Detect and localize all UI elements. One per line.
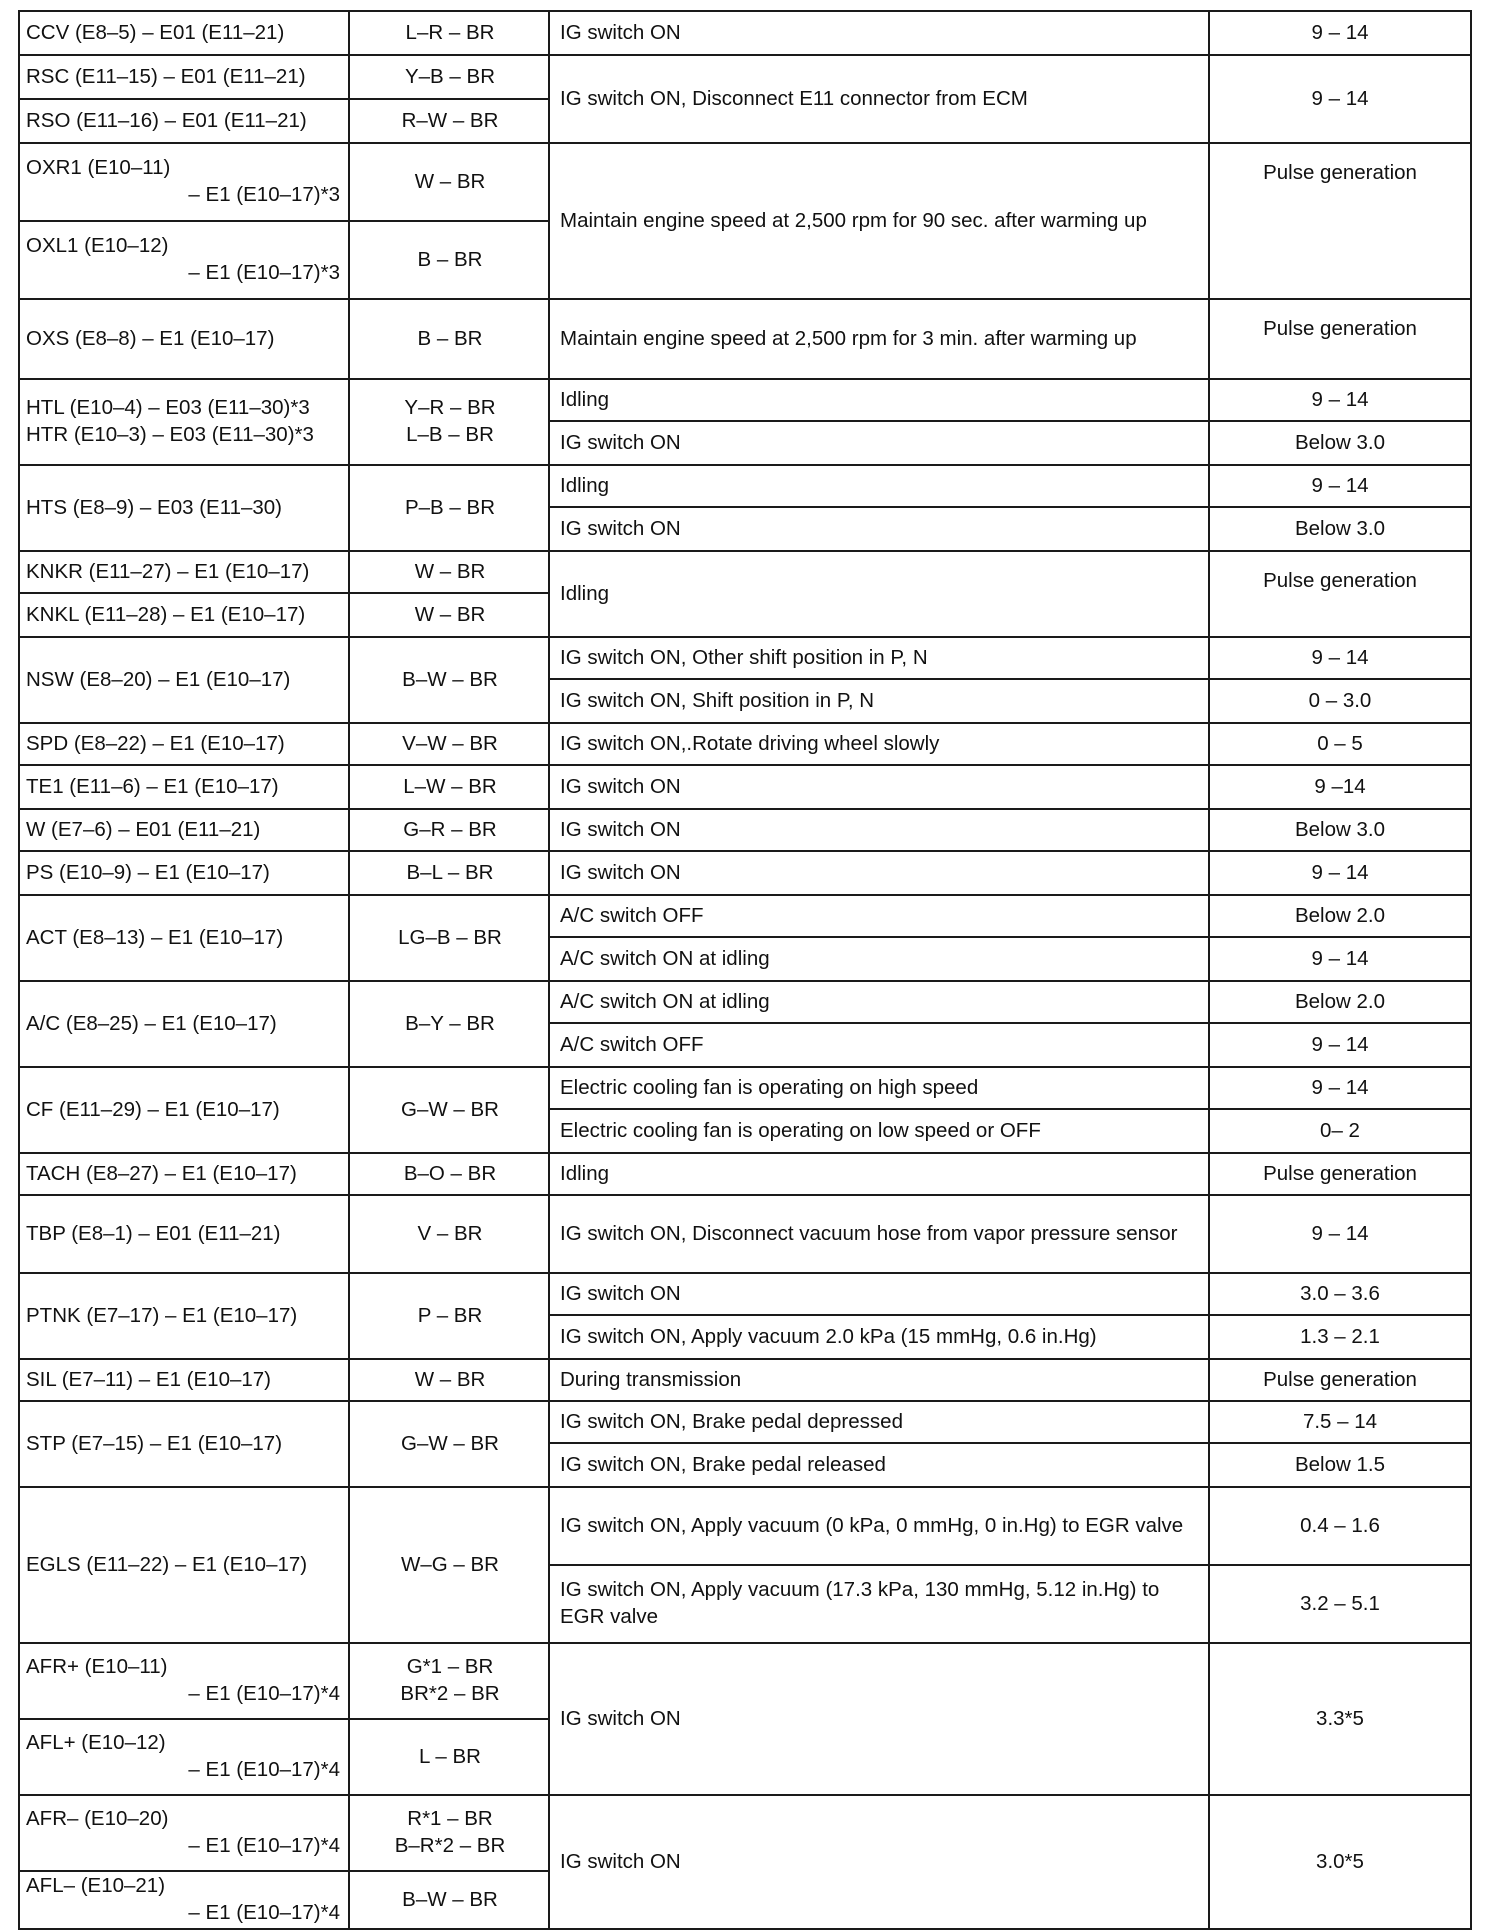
r4-spec	[1208, 142, 1472, 300]
r22-wire	[348, 1358, 552, 1402]
r21-terminal	[18, 1272, 352, 1360]
cell-text: PS (E10–9) – E1 (E10–17)	[26, 860, 270, 884]
r28-terminal	[18, 1870, 352, 1930]
cell-text: IG switch ON, Brake pedal released	[560, 1452, 886, 1476]
r25-terminal	[18, 1642, 352, 1720]
cell-text: P–B – BR	[404, 495, 496, 519]
cell-text: R–W – BR	[401, 108, 499, 132]
r1-cond	[548, 10, 1212, 56]
cell-text: B–W – BR	[402, 667, 498, 691]
r11-cond-b	[548, 678, 1212, 724]
r7-wire	[348, 378, 552, 466]
cell-text: Idling	[560, 387, 610, 411]
r8-cond-b	[548, 506, 1212, 552]
cell-text: OXS (E8–8) – E1 (E10–17)	[26, 326, 275, 350]
cell-text: IG switch ON, Apply vacuum 2.0 kPa (15 mmHg, 0.6 in.Hg)	[560, 1324, 1097, 1348]
cell-text: OXR1 (E10–11)	[26, 156, 171, 180]
cell-text: AFR+ (E10–11)	[26, 1655, 168, 1679]
cell-text: 9 – 14	[1311, 1032, 1369, 1056]
r17-wire	[348, 980, 552, 1068]
r20-cond	[548, 1194, 1212, 1274]
r22-cond	[548, 1358, 1212, 1402]
cell-text: 0– 2	[1320, 1118, 1360, 1142]
cell-text: AFL– (E10–21)	[26, 1874, 166, 1898]
r10-wire	[348, 592, 552, 638]
r19-spec	[1208, 1152, 1472, 1196]
cell-text: A/C switch OFF	[560, 903, 704, 927]
cell-text: 7.5 – 14	[1302, 1409, 1378, 1433]
r7-cond-a	[548, 378, 1212, 422]
r26-terminal	[18, 1718, 352, 1796]
r13-spec	[1208, 764, 1472, 810]
cell-text: Maintain engine speed at 2,500 rpm for 90 sec. after warming up	[560, 208, 1147, 232]
cell-text: – E1 (E10–17)*3	[188, 183, 340, 206]
cell-text: B–L – BR	[406, 860, 494, 884]
cell-text: BR*2 – BR	[400, 1682, 500, 1705]
cell-text: 9 – 14	[1311, 20, 1369, 44]
cell-text: V – BR	[417, 1221, 483, 1245]
r16-cond-b	[548, 936, 1212, 982]
r4-terminal	[18, 142, 352, 222]
cell-text: L–R – BR	[405, 20, 495, 44]
r2-wire	[348, 54, 552, 100]
r16-wire	[348, 894, 552, 982]
cell-text: R*1 – BR	[407, 1807, 493, 1831]
cell-text: Electric cooling fan is operating on low speed or OFF	[560, 1118, 1041, 1142]
r17-terminal	[18, 980, 352, 1068]
cell-text: 0.4 – 1.6	[1300, 1513, 1380, 1537]
cell-text: CF (E11–29) – E1 (E10–17)	[26, 1097, 280, 1121]
cell-text: Idling	[560, 473, 610, 497]
cell-text: IG switch ON	[560, 20, 681, 44]
cell-text: IG switch ON	[560, 430, 681, 454]
r20-terminal	[18, 1194, 352, 1274]
r12-terminal	[18, 722, 352, 766]
r1-wire	[348, 10, 552, 56]
cell-text: 3.2 – 5.1	[1300, 1591, 1380, 1615]
r16-spec-a	[1208, 894, 1472, 938]
r2-terminal	[18, 54, 352, 100]
cell-text: LG–B – BR	[398, 925, 502, 949]
r23-spec-b	[1208, 1442, 1472, 1488]
r11-wire	[348, 636, 552, 724]
r13-wire	[348, 764, 552, 810]
r9-wire	[348, 550, 552, 594]
cell-text: Electric cooling fan is operating on high speed	[560, 1075, 979, 1099]
r27-spec	[1208, 1794, 1472, 1930]
r8-cond-a	[548, 464, 1212, 508]
cell-text: PTNK (E7–17) – E1 (E10–17)	[26, 1303, 298, 1327]
cell-text: IG switch ON	[560, 1849, 681, 1873]
r18-spec-a	[1208, 1066, 1472, 1110]
cell-text: KNKR (E11–27) – E1 (E10–17)	[26, 559, 310, 583]
cell-text: Below 2.0	[1294, 989, 1386, 1013]
r1-spec	[1208, 10, 1472, 56]
r23-spec-a	[1208, 1400, 1472, 1444]
r21-wire	[348, 1272, 552, 1360]
r23-wire	[348, 1400, 552, 1488]
cell-text: TE1 (E11–6) – E1 (E10–17)	[26, 774, 279, 798]
cell-text: CCV (E8–5) – E01 (E11–21)	[26, 20, 285, 44]
cell-text: 0 – 3.0	[1308, 688, 1372, 712]
r26-wire	[348, 1718, 552, 1796]
r16-cond-a	[548, 894, 1212, 938]
cell-text: AFR– (E10–20)	[26, 1807, 169, 1831]
cell-text: 9 – 14	[1311, 86, 1369, 110]
r27-wire	[348, 1794, 552, 1872]
r11-spec-a	[1208, 636, 1472, 680]
cell-text: Pulse generation	[1263, 317, 1417, 340]
r11-cond-a	[548, 636, 1212, 680]
cell-text: W (E7–6) – E01 (E11–21)	[26, 817, 261, 841]
cell-text: Below 2.0	[1294, 903, 1386, 927]
r5-wire	[348, 220, 552, 300]
r6-spec	[1208, 298, 1472, 380]
cell-text: V–W – BR	[402, 731, 498, 755]
r14-cond	[548, 808, 1212, 852]
r15-wire	[348, 850, 552, 896]
r24-spec-b	[1208, 1564, 1472, 1644]
cell-text: 3.0*5	[1316, 1849, 1364, 1873]
cell-text: OXL1 (E10–12)	[26, 234, 169, 258]
cell-text: Pulse generation	[1263, 1161, 1417, 1185]
cell-text: W – BR	[414, 169, 486, 193]
r6-terminal	[18, 298, 352, 380]
cell-text: Pulse generation	[1263, 569, 1417, 592]
cell-text: IG switch ON	[560, 817, 681, 841]
r28-wire	[348, 1870, 552, 1930]
cell-text: Pulse generation	[1263, 1367, 1417, 1391]
cell-text: Below 1.5	[1294, 1452, 1386, 1476]
cell-text: IG switch ON	[560, 774, 681, 798]
cell-text: IG switch ON	[560, 516, 681, 540]
cell-text: A/C switch OFF	[560, 1032, 704, 1056]
cell-text: – E1 (E10–17)*3	[188, 261, 340, 284]
r24-wire	[348, 1486, 552, 1644]
cell-text: P – BR	[417, 1303, 483, 1327]
r15-spec	[1208, 850, 1472, 896]
cell-text: 9 – 14	[1311, 1221, 1369, 1245]
r6-cond	[548, 298, 1212, 380]
cell-text: NSW (E8–20) – E1 (E10–17)	[26, 667, 291, 691]
r15-cond	[548, 850, 1212, 896]
cell-text: 9 – 14	[1311, 946, 1369, 970]
cell-text: HTR (E10–3) – E03 (E11–30)*3	[26, 423, 314, 446]
cell-text: STP (E7–15) – E1 (E10–17)	[26, 1431, 283, 1455]
cell-text: W – BR	[414, 559, 486, 583]
r2-spec	[1208, 54, 1472, 144]
r9-spec	[1208, 550, 1472, 638]
r24-cond-b	[548, 1564, 1212, 1644]
r11-spec-b	[1208, 678, 1472, 724]
cell-text: B–Y – BR	[405, 1011, 495, 1035]
cell-text: During transmission	[560, 1367, 742, 1391]
cell-text: RSO (E11–16) – E01 (E11–21)	[26, 108, 307, 132]
cell-text: IG switch ON	[560, 1706, 681, 1730]
cell-text: Idling	[560, 1161, 610, 1185]
cell-text: IG switch ON, Disconnect vacuum hose from vapor pressure sensor	[560, 1221, 1178, 1245]
cell-text: B–W – BR	[402, 1887, 498, 1911]
cell-text: B – BR	[417, 247, 483, 271]
r27-terminal	[18, 1794, 352, 1872]
r17-cond-a	[548, 980, 1212, 1024]
cell-text: IG switch ON	[560, 860, 681, 884]
r17-spec-b	[1208, 1022, 1472, 1068]
r4-wire	[348, 142, 552, 222]
r18-cond-b	[548, 1108, 1212, 1154]
cell-text: G*1 – BR	[406, 1655, 494, 1679]
r25-cond	[548, 1642, 1212, 1796]
r24-spec-a	[1208, 1486, 1472, 1566]
cell-text: Idling	[560, 581, 610, 605]
cell-text: IG switch ON, Shift position in P, N	[560, 688, 875, 712]
r5-terminal	[18, 220, 352, 300]
r16-terminal	[18, 894, 352, 982]
r8-terminal	[18, 464, 352, 552]
cell-text: L–B – BR	[406, 423, 494, 446]
cell-text: Maintain engine speed at 2,500 rpm for 3 min. after warming up	[560, 326, 1137, 350]
r11-terminal	[18, 636, 352, 724]
cell-text: 1.3 – 2.1	[1300, 1324, 1380, 1348]
cell-text: G–W – BR	[401, 1097, 499, 1121]
r9-cond	[548, 550, 1212, 638]
r18-terminal	[18, 1066, 352, 1154]
r22-terminal	[18, 1358, 352, 1402]
r20-spec	[1208, 1194, 1472, 1274]
r21-spec-b	[1208, 1314, 1472, 1360]
r12-spec	[1208, 722, 1472, 766]
cell-text: 9 – 14	[1311, 860, 1369, 884]
cell-text: KNKL (E11–28) – E1 (E10–17)	[26, 602, 306, 626]
cell-text: 9 –14	[1314, 774, 1366, 798]
r19-terminal	[18, 1152, 352, 1196]
r7-terminal	[18, 378, 352, 466]
r18-spec-b	[1208, 1108, 1472, 1154]
cell-text: 9 – 14	[1311, 473, 1369, 497]
cell-text: IG switch ON, Other shift position in P, N	[560, 645, 928, 669]
cell-text: A/C switch ON at idling	[560, 946, 770, 970]
r25-spec	[1208, 1642, 1472, 1796]
r12-cond	[548, 722, 1212, 766]
r24-terminal	[18, 1486, 352, 1644]
cell-text: AFL+ (E10–12)	[26, 1731, 166, 1755]
cell-text: HTL (E10–4) – E03 (E11–30)*3	[26, 396, 310, 420]
r7-cond-b	[548, 420, 1212, 466]
r18-wire	[348, 1066, 552, 1154]
r21-cond-b	[548, 1314, 1212, 1360]
cell-text: TBP (E8–1) – E01 (E11–21)	[26, 1221, 281, 1245]
r17-cond-b	[548, 1022, 1212, 1068]
cell-text: 0 – 5	[1317, 731, 1363, 755]
r12-wire	[348, 722, 552, 766]
r14-spec	[1208, 808, 1472, 852]
cell-text: 9 – 14	[1311, 387, 1369, 411]
r23-cond-b	[548, 1442, 1212, 1488]
r2-cond	[548, 54, 1212, 144]
cell-text: A/C switch ON at idling	[560, 989, 770, 1013]
r7-spec-b	[1208, 420, 1472, 466]
r13-cond	[548, 764, 1212, 810]
cell-text: IG switch ON, Apply vacuum (0 kPa, 0 mmHg, 0 in.Hg) to EGR valve	[560, 1513, 1184, 1537]
cell-text: 9 – 14	[1311, 645, 1369, 669]
cell-text: HTS (E8–9) – E03 (E11–30)	[26, 495, 282, 519]
cell-text: IG switch ON, Apply vacuum (17.3 kPa, 130 mmHg, 5.12 in.Hg) to EGR valve	[560, 1578, 1160, 1628]
r20-wire	[348, 1194, 552, 1274]
cell-text: Pulse generation	[1263, 161, 1417, 184]
r14-terminal	[18, 808, 352, 852]
cell-text: W – BR	[414, 602, 486, 626]
r23-terminal	[18, 1400, 352, 1488]
cell-text: – E1 (E10–17)*4	[188, 1834, 340, 1857]
r15-terminal	[18, 850, 352, 896]
r3-terminal	[18, 98, 352, 144]
cell-text: Below 3.0	[1294, 817, 1386, 841]
cell-text: L – BR	[419, 1744, 481, 1768]
r16-spec-b	[1208, 936, 1472, 982]
r7-spec-a	[1208, 378, 1472, 422]
cell-text: – E1 (E10–17)*4	[188, 1682, 340, 1705]
cell-text: RSC (E11–15) – E01 (E11–21)	[26, 64, 306, 88]
r8-spec-a	[1208, 464, 1472, 508]
cell-text: 9 – 14	[1311, 1075, 1369, 1099]
r8-spec-b	[1208, 506, 1472, 552]
r21-cond-a	[548, 1272, 1212, 1316]
cell-text: – E1 (E10–17)*4	[188, 1758, 340, 1781]
r14-wire	[348, 808, 552, 852]
r19-wire	[348, 1152, 552, 1196]
r24-cond-a	[548, 1486, 1212, 1566]
cell-text: IG switch ON	[560, 1281, 681, 1305]
cell-text: 3.3*5	[1316, 1706, 1364, 1730]
cell-text: G–R – BR	[403, 817, 497, 841]
cell-text: ACT (E8–13) – E1 (E10–17)	[26, 925, 284, 949]
cell-text: G–W – BR	[401, 1431, 499, 1455]
r22-spec	[1208, 1358, 1472, 1402]
r8-wire	[348, 464, 552, 552]
cell-text: B – BR	[417, 326, 483, 350]
cell-text: B–R*2 – BR	[394, 1834, 506, 1857]
r3-wire	[348, 98, 552, 144]
cell-text: W–G – BR	[401, 1552, 499, 1576]
cell-text: Y–R – BR	[404, 396, 496, 420]
r9-terminal	[18, 550, 352, 594]
r1-terminal	[18, 10, 352, 56]
cell-text: – E1 (E10–17)*4	[188, 1901, 340, 1924]
r6-wire	[348, 298, 552, 380]
cell-text: SIL (E7–11) – E1 (E10–17)	[26, 1367, 272, 1391]
r13-terminal	[18, 764, 352, 810]
cell-text: EGLS (E11–22) – E1 (E10–17)	[26, 1552, 308, 1576]
r10-terminal	[18, 592, 352, 638]
cell-text: IG switch ON, Disconnect E11 connector from ECM	[560, 86, 1028, 110]
cell-text: W – BR	[414, 1367, 486, 1391]
r27-cond	[548, 1794, 1212, 1930]
cell-text: A/C (E8–25) – E1 (E10–17)	[26, 1011, 277, 1035]
r17-spec-a	[1208, 980, 1472, 1024]
cell-text: IG switch ON,.Rotate driving wheel slowly	[560, 731, 940, 755]
r19-cond	[548, 1152, 1212, 1196]
cell-text: Y–B – BR	[404, 64, 496, 88]
r4-cond	[548, 142, 1212, 300]
cell-text: 3.0 – 3.6	[1300, 1281, 1380, 1305]
cell-text: Below 3.0	[1294, 430, 1386, 454]
cell-text: TACH (E8–27) – E1 (E10–17)	[26, 1161, 297, 1185]
r25-wire	[348, 1642, 552, 1720]
r23-cond-a	[548, 1400, 1212, 1444]
cell-text: IG switch ON, Brake pedal depressed	[560, 1409, 903, 1433]
r18-cond-a	[548, 1066, 1212, 1110]
cell-text: Below 3.0	[1294, 516, 1386, 540]
cell-text: SPD (E8–22) – E1 (E10–17)	[26, 731, 285, 755]
r21-spec-a	[1208, 1272, 1472, 1316]
cell-text: L–W – BR	[403, 774, 497, 798]
cell-text: B–O – BR	[403, 1161, 497, 1185]
